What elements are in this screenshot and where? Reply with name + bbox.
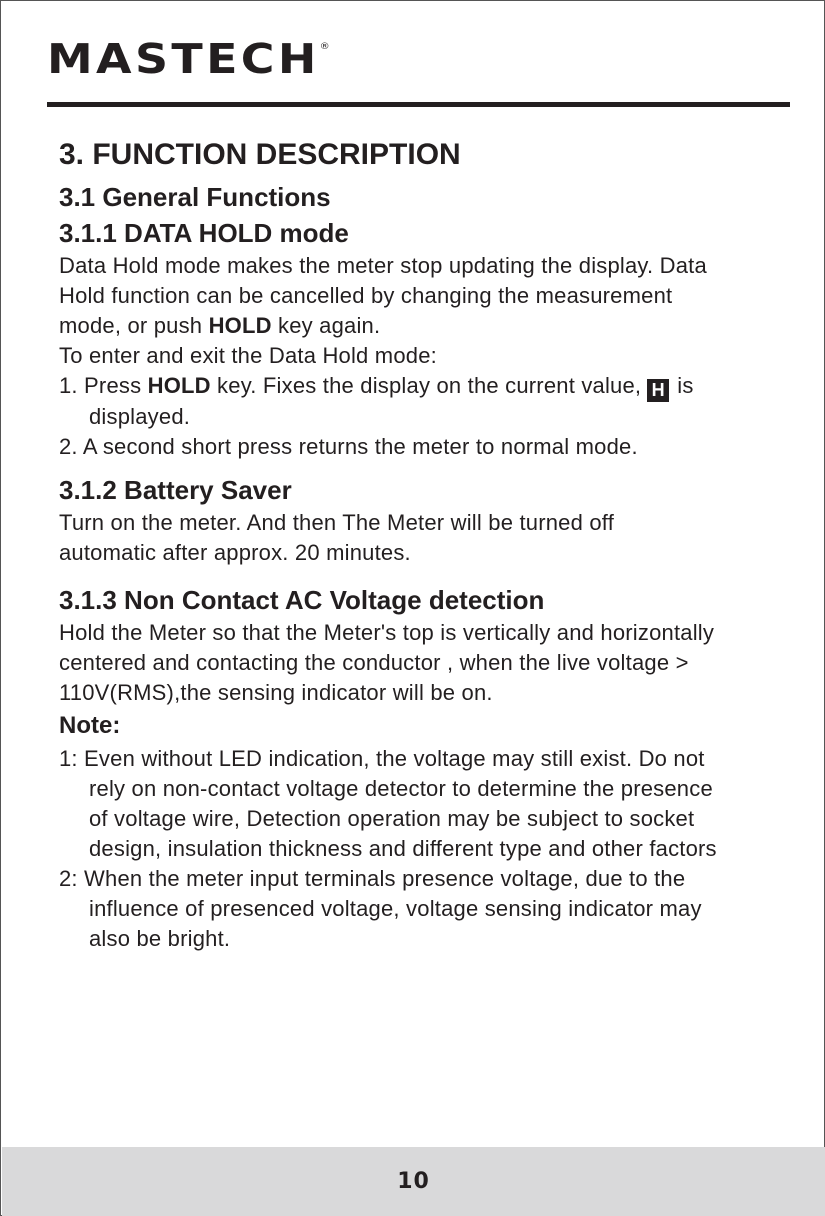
mastech-logo — [47, 35, 330, 83]
page-footer — [2, 1147, 825, 1216]
general-functions-heading: 3.1 General Functions — [59, 182, 331, 212]
data-hold-intro: To enter and exit the Data Hold mode: — [59, 343, 437, 368]
note-2: 2: When the meter input terminals presence voltage, due to the influence of presenced voltage, voltage sensing indicator may also be bright. — [59, 866, 702, 951]
hold-indicator-icon: H — [647, 379, 669, 402]
brand-name: MASTECH — [47, 35, 320, 83]
data-hold-paragraph — [59, 251, 719, 341]
page-number: 10 — [397, 1169, 430, 1194]
note-label: Note: — [59, 712, 121, 739]
page-title: 3. FUNCTION DESCRIPTION — [59, 138, 461, 171]
registered-mark: ® — [319, 42, 330, 52]
page-content — [59, 137, 779, 954]
ncv-paragraph: Hold the Meter so that the Meter's top is vertically and horizontally centered and contacting the conductor , when the live voltage > 110V(RMS),the sensing indicator will be on. — [59, 620, 715, 705]
data-hold-heading: 3.1.1 DATA HOLD mode — [59, 218, 349, 248]
battery-saver-heading: 3.1.2 Battery Saver — [59, 475, 292, 505]
data-hold-text: Data Hold mode makes the meter stop updating the display. Data Hold function can be cancelled by changing the measurement mode, or push — [59, 253, 707, 338]
step-1-hold-key: HOLD — [147, 373, 211, 398]
data-hold-step-1 — [59, 371, 739, 432]
hold-key-label: HOLD — [208, 313, 272, 338]
ncv-heading: 3.1.3 Non Contact AC Voltage detection — [59, 585, 545, 615]
step-1-text: 1. Press — [59, 373, 148, 398]
step-1-text-2: key. Fixes the display on the current value, — [210, 373, 642, 398]
note-1: 1: Even without LED indication, the voltage may still exist. Do not rely on non-contact voltage detector to determine the presence of voltage wire, Detection operation may be subject to socket design, insulation thickness and different type and other factors — [59, 746, 717, 861]
header-rule — [47, 102, 790, 107]
battery-saver-paragraph: Turn on the meter. And then The Meter will be turned off automatic after approx. 20 minutes. — [59, 510, 615, 565]
step-1-text-3: is displayed. — [89, 373, 694, 429]
data-hold-text-end: key again. — [271, 313, 381, 338]
data-hold-step-2: 2. A second short press returns the meter to normal mode. — [59, 434, 638, 459]
